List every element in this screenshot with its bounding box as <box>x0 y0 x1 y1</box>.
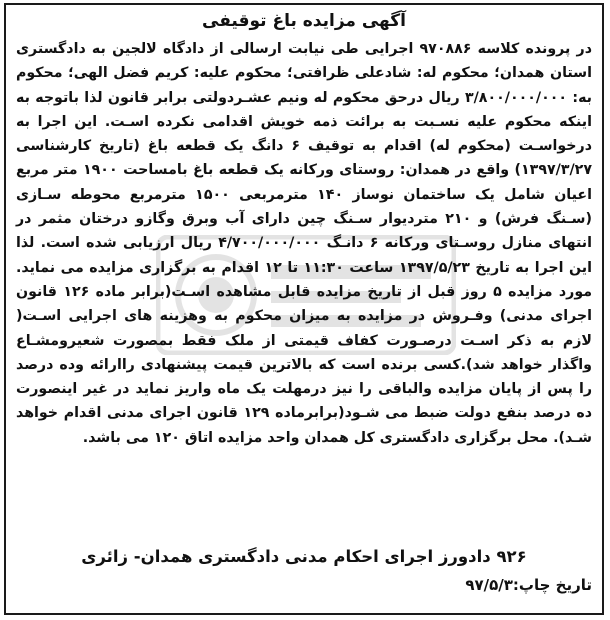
notice-body-paragraph: در پرونده کلاسه ۹۷۰۸۸۶ اجرایی طی نیابت ارسالی از دادگاه لالجین به دادگستری استان همدان؛ محکوم له: شادعلی ظرافتی؛ محکوم علیه: کریم فضل الهی؛ محکوم به: ۳/۸۰۰/۰۰۰/۰۰۰ ریال درحق محکوم له ونیم عشـردولتی برابر قانون لذا باتوجه به اینکه محکوم علیه نسـبت به برائت ذمه خویش اقدامی نکرده اسـت. این اجرا به درخواسـت (محکوم له) اقدام به توقیف ۶ دانگ یک قطعه باغ (تاریخ کارشناسی ۱۳۹۷/۳/۲۷) واقع در همدان: روستای ورکانه یک قطعه باغ بامساحت ۱۹۰۰ متر مربع اعیان شامل یک ساختمان نوساز ۱۴۰ مترمربعی ۱۵۰۰ مترمربع محوطه سـازی (سـنگ فرش) و ۲۱۰ متردیوار سـنگ چین دارای آب وبرق وگازو درختان مثمر در انتهای منازل روسـتای ورکانه ۶ دانـگ ۴/۷۰۰/۰۰۰/۰۰۰ ریال ارزیابی شده است. لذا این اجرا به تاریخ ۱۳۹۷/۵/۲۳ ساعت ۱۱:۳۰ تا ۱۲ اقدام به برگزاری مزایده می نماید. مورد مزایده ۵ روز قبل از تاریخ مزایده قابل مشاهده اسـت(برابر ماده ۱۲۶ قانون اجرای مدنی) وفـروش در مزایده به میزان محکوم به وهزینه های اجرایی اسـت( لازم به ذکر اسـت درصـورت کفاف قیمتی از ملک فقط بمصورت شعیرومشـاع واگذار خواهد شد).کسی برنده است که بالاترین قیمت پیشنهادی راارائه وده درصد را پس از پایان مزایده والباقی را نیز درمهلت یک ماه واریز نماید در غیر اینصورت ده درصد بنفع دولت ضبط می شـود(برابرماده ۱۲۹ قانون اجرای مدنی اقدام خواهد شـد). محل برگزاری دادگستری کل همدان واحد مزایده اتاق ۱۲۰ می باشد. <box>16 41 593 446</box>
notice-body <box>16 37 592 450</box>
print-date: تاریخ چاپ:۹۷/۵/۳ <box>465 576 592 594</box>
notice-title: آگهی مزایده باغ توقیفی <box>202 11 406 31</box>
notice-signature: ۹۲۶ دادورز اجرای احکام مدنی دادگستری همدان- زائری <box>81 547 527 566</box>
auction-notice <box>4 3 604 615</box>
